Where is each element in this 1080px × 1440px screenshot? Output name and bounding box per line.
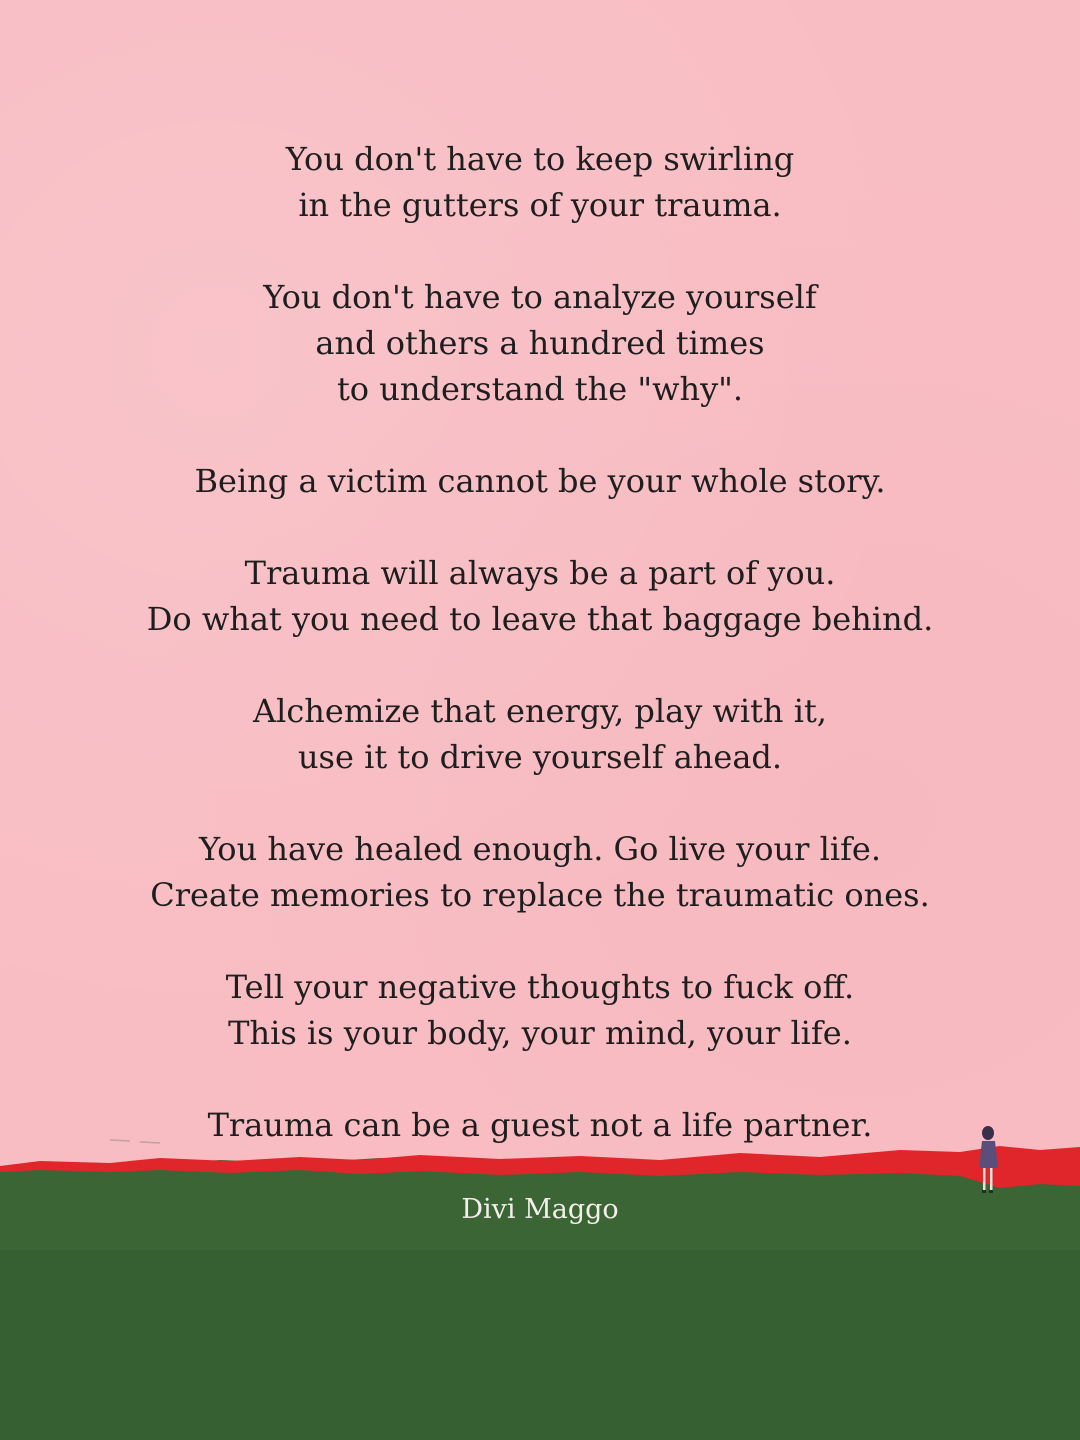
poem-line: in the gutters of your trauma. <box>298 186 782 224</box>
stanza-4 <box>0 550 1080 642</box>
stanza-7 <box>0 964 1080 1056</box>
poem-line: and others a hundred times <box>315 324 765 362</box>
poem-line: This is your body, your mind, your life. <box>228 1014 852 1052</box>
stanza-5 <box>0 688 1080 780</box>
poem-line: to understand the "why". <box>336 370 744 408</box>
poem-line: Trauma can be a guest not a life partner. <box>207 1106 873 1144</box>
stanza-2 <box>0 274 1080 412</box>
poem-line: You have healed enough. Go live your life. <box>198 830 882 868</box>
stanza-1 <box>0 136 1080 228</box>
poem-line: Tell your negative thoughts to fuck off. <box>225 968 855 1006</box>
stanza-8 <box>0 1102 1080 1148</box>
poem <box>0 136 1080 1194</box>
poem-line: Do what you need to leave that baggage behind. <box>146 600 934 638</box>
poem-line: Create memories to replace the traumatic ones. <box>150 876 930 914</box>
poem-line: You don't have to analyze yourself <box>263 278 817 316</box>
poem-line: You don't have to keep swirling <box>285 140 795 178</box>
stanza-6 <box>0 826 1080 918</box>
stanza-3 <box>0 458 1080 504</box>
author-signature: Divi Maggo <box>461 1194 619 1225</box>
poem-line: use it to drive yourself ahead. <box>297 738 783 776</box>
poem-line: Being a victim cannot be your whole story. <box>194 462 886 500</box>
poem-line: Trauma will always be a part of you. <box>244 554 836 592</box>
poem-line: Alchemize that energy, play with it, <box>253 692 827 730</box>
